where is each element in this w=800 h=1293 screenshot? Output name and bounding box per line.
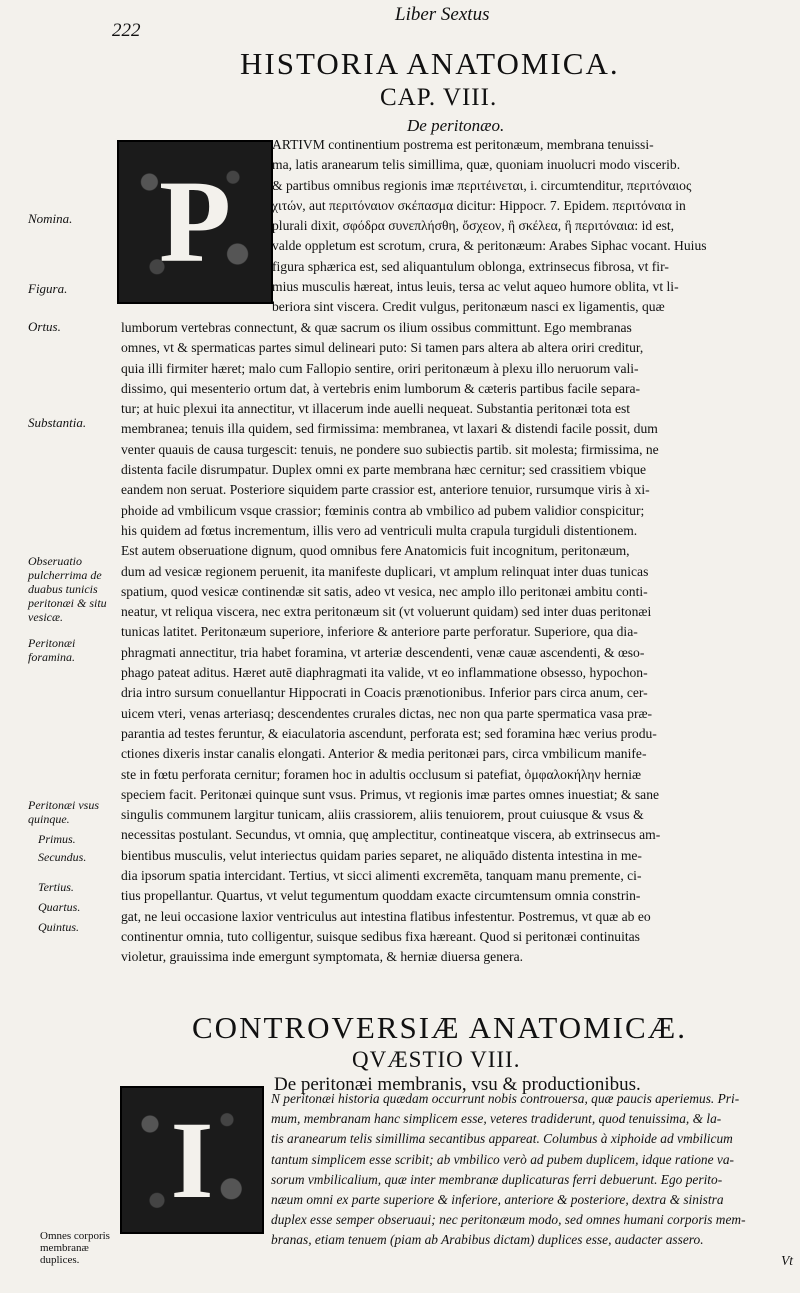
margin-note-quartus: Quartus. (38, 900, 81, 914)
text-line: phago pateat aditus. Hæret autē diaphragmati ita valide, vt eo inflammatione obsesso, hypochon- (121, 665, 648, 681)
text-line: dum ad vesicæ regionem peruenit, ita manifeste duplicari, vt amplum relinquat inter duas tunicas (121, 563, 649, 579)
text-line: Est autem obseruatione dignum, quod omnibus fere Anatomicis fuit incognitum, peritonæum, (121, 543, 630, 559)
text-line: bientibus musculis, velut interiectus quidam paries separet, ne aliquādo distenta intestina in me- (121, 847, 642, 863)
text-line: tius propellantur. Quartus, vt velut tegumentum quoddam exacte circumtensum omnia constrin- (121, 888, 641, 904)
text-line: ctiones dixeris instar canalis elongati. Anterior & media peritonæi pars, circa vmbilicum manife- (121, 746, 647, 762)
margin-note-nomina: Nomina. (28, 211, 73, 226)
text-line: ste in fœtu perforata cernitur; foramen hoc in adultis occlusum si patefiat, ὀμφαλοκήλην herniæ (121, 766, 642, 782)
margin-note-tertius: Tertius. (38, 880, 74, 894)
text-line: quia illi firmiter hæret; malo cum Fallopio sentire, oriri peritonæum à plexu illo neruorum vali- (121, 360, 639, 376)
text-line: tantum simplicem esse scribit; ab vmbilico verò ad pubem duplicem, idque ratione va- (271, 1151, 734, 1167)
intro-paragraph (272, 135, 792, 318)
intro-line: mius musculis hæreat, intus leuis, tersa ac velut aqueo humore oblita, vt li- (272, 279, 679, 295)
text-line: continentur omnia, tuto colligentur, suisque sedibus fixa hæreant. Quod si peritonæi continuitas (121, 928, 640, 944)
intro-line: ARTIVM continentium postrema est peritonæum, membrana tenuissi- (272, 137, 654, 152)
intro-line: χιτών, aut περιτόναιον σκέπασμα dicitur: Hippocr. 7. Epidem. περιτόναια in (272, 197, 686, 213)
intro-line: ma, latis aranearum telis simillima, quæ, quoniam inuolucri modo viscerib. (272, 157, 681, 173)
margin-note-observatio: Obseruatio pulcherrima de duabus tunicis peritonæi & situ vesicæ. (28, 554, 107, 624)
text-line: omnes, vt & spermaticas partes simul delineari puto: Si tamen pars altera ab altera oriri creditur, (121, 340, 644, 356)
intro-line: plurali dixit, σφόδρα συνεπλήσθη, ὄσχεον, ἢ σκέλεα, ἢ περιτόναια: id est, (272, 218, 675, 234)
quaestio-heading: QVÆSTIO VIII. (352, 1047, 521, 1072)
margin-note-omnes: Omnes corporis membranæ duplices. (40, 1230, 110, 1266)
text-line: gat, ne leui occasione laxior ventriculus aut intestina flatibus infestentur. Postremus, vt quæ ab eo (121, 908, 651, 924)
margin-note-primus: Primus. (38, 832, 76, 846)
text-line: venter quauis de causa turgescit: tenuis, ne pondere suo subiectis partib. sit molesta; firmissima, ne (121, 441, 659, 457)
text-line: tur; at huic plexui ita annectitur, vt illacerum inde auelli nequeat. Substantia peritonæi tota est (121, 401, 631, 417)
text-line: lumborum vertebras connectunt, & quæ sacrum os ilium ossibus committunt. Ego membranas (121, 320, 632, 335)
text-line: spatium, quod vesicæ continendæ sit satis, adeo vt vesica, nec amplo illo peritonæi ambitu conti- (121, 583, 648, 599)
margin-note-foramina: Peritonæi foramina. (28, 636, 76, 664)
text-line: parantia ad testes feruntur, & eiaculatoria ascendunt, perforata est; sed foramina hæc verius produ- (121, 725, 657, 741)
chapter-subtitle: De peritonæo. (407, 116, 505, 135)
text-line: phoide ad vmbilicum vsque crassior; fœminis contra ab vmbilico ad pubem validior conspicitur; (121, 502, 645, 518)
text-line: neatur, vt reliqua viscera, nec extra peritonæum sit (vt voluerunt quidam) sed inter duas peritonæi (121, 604, 652, 620)
page-title: HISTORIA ANATOMICA. (240, 46, 620, 81)
intro-line: figura sphærica est, sed aliquantulum oblonga, extrinsecus fibrosa, vt fir- (272, 258, 669, 274)
text-line: speciem facit. Peritonæi quinque sunt vsus. Primus, vt regionis imæ partes omnes inuestiat; & sane (121, 786, 660, 802)
decorated-initial-p (117, 140, 273, 304)
main-text (121, 318, 791, 968)
text-line: dia ipsorum spatia intercidant. Tertius, vt sicci alimenti excremēta, tanquam manu premente, ci- (121, 868, 642, 884)
text-line: dria intro sursum conuellantur Hippocrati in Coacis prænotionibus. Inferior pars circa anum, cer- (121, 685, 648, 701)
intro-line: beriora sint viscera. Credit vulgus, peritonæum nasci ex ligamentis, quæ (272, 299, 665, 315)
text-line: tis aranearum telis simillima secantibus appareat. Columbus à xiphoide ad vmbilicum (271, 1131, 733, 1147)
text-line: distenta facile disrumpatur. Duplex omni ex parte membrana hæc cernitur; sed crassitiem vbique (121, 462, 647, 478)
page-number: 222 (112, 20, 141, 41)
text-line: eandem non seruat. Posteriore siquidem parte crassior est, anteriore tenuior, rursumque viris à xi- (121, 482, 650, 498)
chapter-heading: CAP. VIII. (380, 84, 498, 111)
intro-line: valde oppletum est scrotum, crura, & peritonæum: Arabes Siphac vocant. Huius (272, 238, 707, 254)
text-line: branas, etiam tenuem (piam ab Arabibus dictam) duplices esse, audacter assero. (271, 1232, 704, 1248)
text-line: N peritonæi historia quædam occurrunt nobis controuersa, quæ paucis aperiemus. Pri- (271, 1091, 740, 1106)
margin-note-substantia: Substantia. (28, 415, 87, 430)
text-line: sorum vmbilicalium, quæ inter membranæ duplicaturas ferri debuerunt. Ego perito- (271, 1171, 723, 1187)
text-line: singulis communem largitur tunicam, aliis crassiorem, aliis tenuiorem, prout cuiusque & vsus & (121, 807, 644, 823)
text-line: membranea; tenuis illa quidem, sed firmissima: membranea, vt laxari & distendi facile possit, dum (121, 421, 658, 437)
running-head: Liber Sextus (395, 4, 490, 25)
margin-note-ortus: Ortus. (28, 319, 61, 334)
margin-note-quintus: Quintus. (38, 920, 80, 934)
text-line: tunicas latitet. Peritonæum superiore, inferiore & anteriore parte perforatur. Superiore, qua dia- (121, 624, 638, 640)
text-line: phragmati annectitur, tria habet foramina, vt arteriæ descendenti, venæ cauæ ascendenti, & œso- (121, 644, 645, 660)
text-line: mum, membranam hanc simplicem esse, veteres tradiderunt, quod tenuissima, & la- (271, 1111, 722, 1127)
margin-note-usus: Peritonæi vsus quinque. (28, 798, 99, 826)
text-line: Vt (781, 1252, 793, 1268)
text-line: næum omni ex parte superiore & inferiore, anteriore & posteriore, dextra & sinistra (271, 1192, 724, 1208)
margin-note-secundus: Secundus. (38, 850, 87, 864)
controversiae-heading: CONTROVERSIÆ ANATOMICÆ. (192, 1010, 687, 1045)
text-line: uicem vteri, venas arteriasq; descendentes crurales dictas, nec non qua parte spermatica vasa præ- (121, 705, 653, 721)
intro-line: & partibus omnibus regionis imæ περιτέινεται, i. circumtenditur, περιτόναιος (272, 177, 692, 193)
text-line: necessitas postulant. Secundus, vt omnia, quę amplectitur, contineatque viscera, ab extrinsecus am- (121, 827, 661, 843)
initial-letter-i: I (170, 1099, 214, 1221)
question-text (271, 1089, 793, 1271)
text-line: his quidem ad fœtus incrementum, illis vero ad ventriculi multa crapula turgiduli distentionem. (121, 522, 638, 538)
quaestio-subtitle: De peritonæi membranis, vsu & productionibus. (274, 1074, 641, 1095)
text-line: violetur, grauissima inde emergunt symptomata, & herniæ diuersa genera. (121, 949, 524, 965)
text-line: duplex esse semper obseruaui; nec peritonæum modo, sed omnes humani corporis mem- (271, 1212, 746, 1228)
text-line: dissimo, qui mesenterio ortum dat, à vertebris enim lumborum & cæteris partibus facile separa- (121, 380, 641, 396)
initial-letter-p: P (158, 156, 232, 287)
margin-note-figura: Figura. (28, 281, 68, 296)
decorated-initial-i (120, 1086, 264, 1234)
